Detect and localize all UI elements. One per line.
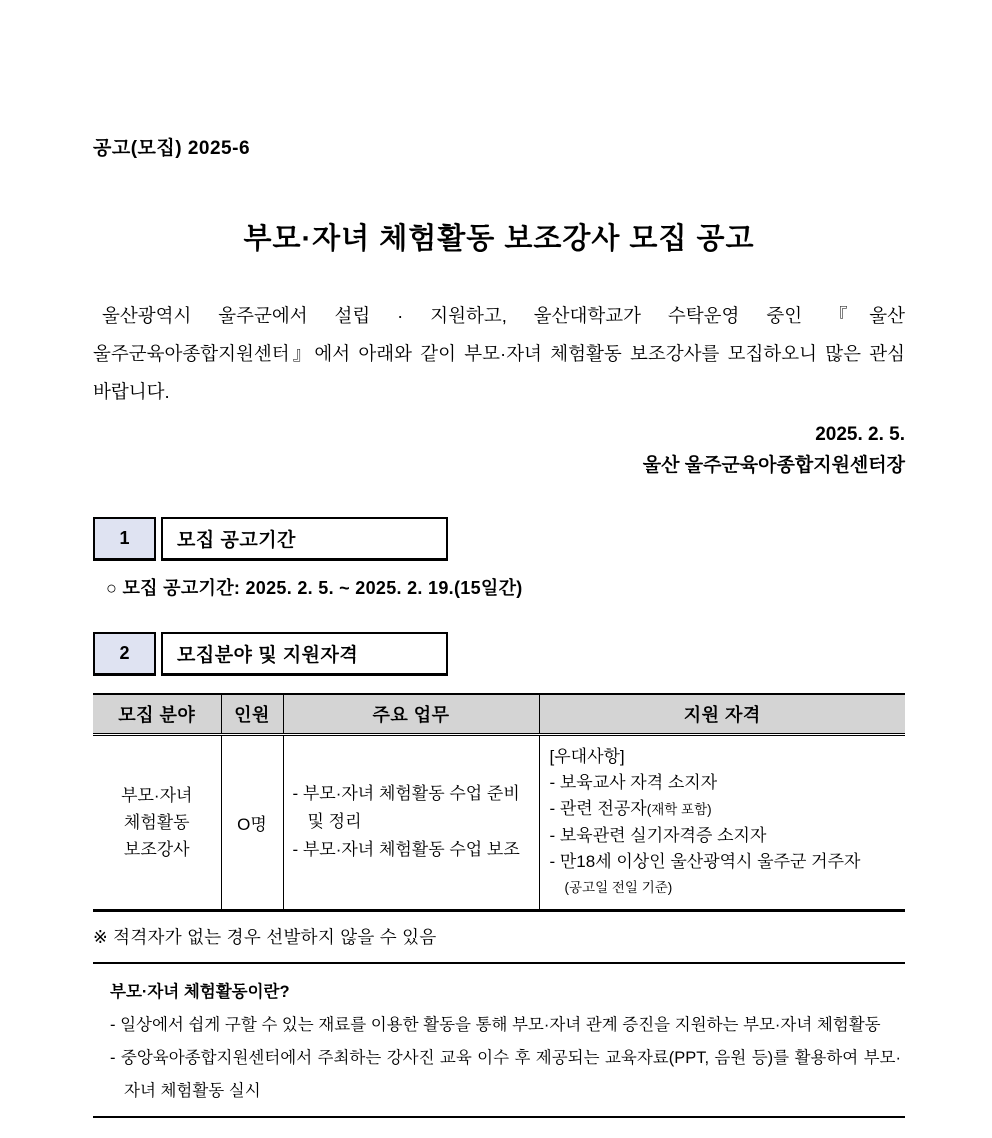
section-2-header bbox=[93, 632, 905, 676]
qualification-item: - 관련 전공자(재학 포함) bbox=[549, 798, 712, 818]
qualification-item-small: (재학 포함) bbox=[646, 801, 712, 817]
header-qualifications: 지원 자격 bbox=[539, 694, 905, 734]
section-1-title-box: 모집 공고기간 bbox=[161, 517, 448, 561]
info-item: - 중앙육아종합지원센터에서 주최하는 강사진 교육 이수 후 제공되는 교육자료(PPT, 음원 등)를 활용하여 부모·자녀 체험활동 실시 bbox=[110, 1048, 901, 1100]
recruitment-table bbox=[93, 693, 905, 912]
duty-item: - 부모·자녀 체험활동 수업 준비 및 정리 bbox=[292, 784, 520, 831]
section-2-title-box: 모집분야 및 지원자격 bbox=[161, 632, 448, 676]
section-1-bullet: ○ 모집 공고기간: 2025. 2. 5. ~ 2025. 2. 19.(15일간) bbox=[106, 578, 523, 598]
cell-qualifications bbox=[539, 734, 905, 910]
qualification-item: - 보육관련 실기자격증 소지자 bbox=[549, 825, 767, 845]
cell-field: 부모·자녀 체험활동 보조강사 bbox=[121, 785, 193, 859]
header-field: 모집 분야 bbox=[93, 694, 221, 734]
qualification-item: - 보육교사 자격 소지자 bbox=[549, 772, 718, 792]
table-row bbox=[93, 734, 905, 910]
announcement-date: 2025. 2. 5. bbox=[815, 424, 905, 445]
page-title: 부모·자녀 체험활동 보조강사 모집 공고 bbox=[243, 223, 755, 255]
info-item: - 일상에서 쉽게 구할 수 있는 재료를 이용한 활동을 통해 부모·자녀 관계 증진을 지원하는 부모·자녀 체험활동 bbox=[110, 1015, 881, 1034]
qualification-footnote: (공고일 전일 기준) bbox=[564, 879, 673, 895]
divider-line-top bbox=[93, 962, 905, 964]
duty-item: - 부모·자녀 체험활동 수업 보조 bbox=[292, 840, 520, 859]
doc-number: 공고(모집) 2025-6 bbox=[93, 138, 251, 159]
table-header-row bbox=[93, 694, 905, 734]
selection-note: ※ 적격자가 없는 경우 선발하지 않을 수 있음 bbox=[93, 926, 437, 947]
qualification-item: - 만18세 이상인 울산광역시 울주군 거주자 bbox=[549, 851, 861, 871]
sign-block bbox=[93, 419, 905, 481]
section-1-header bbox=[93, 517, 905, 561]
signer-title: 울산 울주군육아종합지원센터장 bbox=[642, 455, 905, 476]
section-1-number-box: 1 bbox=[93, 517, 156, 561]
cell-duties bbox=[283, 734, 539, 910]
divider-line-bottom bbox=[93, 1116, 905, 1118]
info-heading: 부모·자녀 체험활동이란? bbox=[110, 982, 290, 1001]
header-count: 인원 bbox=[221, 694, 283, 734]
info-block bbox=[93, 976, 905, 1108]
header-duties: 주요 업무 bbox=[283, 694, 539, 734]
section-2-number-box: 2 bbox=[93, 632, 156, 676]
qualification-header: [우대사항] bbox=[549, 746, 625, 766]
intro-paragraph: 울산광역시 울주군에서 설립 · 지원하고, 울산대학교가 수탁운영 중인 『울산 울주군육아종합지원센터』에서 아래와 같이 부모·자녀 체험활동 보조강사를 모집하오니 많은 관심 바랍니다. bbox=[93, 305, 905, 402]
cell-count: O명 bbox=[221, 734, 283, 910]
